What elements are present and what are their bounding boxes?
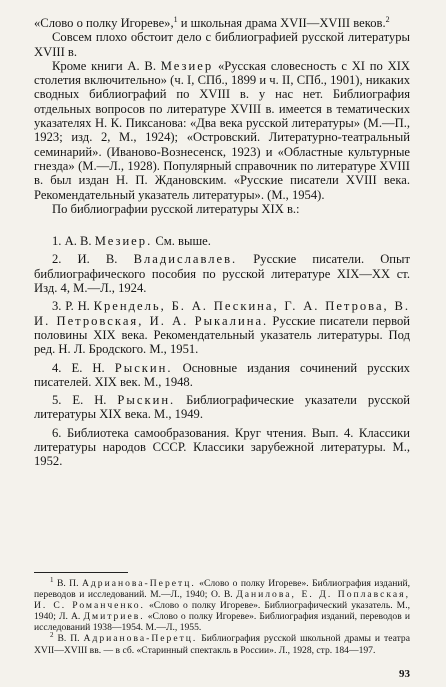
list-item	[34, 234, 410, 248]
paragraph-1	[34, 16, 410, 30]
author-name: Владиславлев.	[133, 252, 238, 267]
footnote-ref-1: 1	[173, 14, 178, 24]
author-name: Данилова, Е. Д. Поплавская, И. С. Романченко.	[34, 589, 410, 612]
text-span: Библиография русской школьной драмы и театра XVII—XVIII вв. — в сб. «Старинный спектакль в России». Л., 1928, стр. 184—197.	[34, 633, 410, 656]
list-item	[34, 393, 410, 422]
footnote-2	[34, 633, 410, 655]
item-text: Русские писатели первой половины XIX века. Рекомендательный указатель литературы. Под ред. Н. Л. Бродского. М., 1951.	[34, 313, 410, 357]
item-text: Библиографические указатели русской литературы XIX века. М., 1949.	[34, 393, 410, 422]
text-span: и школьная драма XVII—XVIII веков.	[177, 16, 386, 30]
item-number: 1. А. В.	[52, 234, 95, 249]
item-number: 6.	[52, 425, 67, 440]
footnote-1	[34, 575, 410, 634]
author-name: Мезиер	[160, 58, 214, 73]
item-number: 3. Р. Н.	[52, 299, 94, 314]
item-number: 2. И. В.	[52, 252, 134, 267]
author-name: Адрианова-Перетц.	[81, 578, 196, 589]
footnote-ref-2: 2	[385, 14, 390, 24]
list-item	[34, 361, 410, 390]
text-span: В. П.	[53, 578, 82, 589]
item-text: См. выше.	[152, 234, 211, 249]
footnote-number: 1	[50, 575, 54, 584]
author-name: Адрианова-Перетц.	[83, 633, 198, 645]
list-item	[34, 252, 410, 295]
list-item	[34, 299, 410, 356]
text-span: «Слово о полку Игореве»,	[34, 16, 174, 30]
paragraph-4: По библиографии русской литературы XIX в.:	[52, 201, 300, 216]
bibliography-list	[34, 234, 410, 468]
text-span: «Слово о полку Игореве». Библиографический указатель. М., 1940; Л. А.	[34, 600, 410, 623]
footnote-divider	[34, 572, 128, 573]
item-number: 5. Е. Н.	[52, 393, 118, 408]
list-item	[34, 426, 410, 469]
item-text: Библиотека самообразования. Круг чтения. Вып. 4. Классики литературы народов СССР. Классики зарубежной литературы. М., 1952.	[34, 425, 410, 469]
main-text	[34, 16, 410, 473]
page-number: 93	[399, 668, 410, 680]
item-number: 4. Е. Н.	[52, 360, 115, 375]
text-span: «Русская словесность с XI по XIX столетия включительно» (ч. I, СПб., 1899 и ч. II, СПб., 1901), никаких сводных библиографий по XVIII в. у нас нет. Библиография отдельных вопросов по литературе XVIII в. имеется в тематических указателях Н. К. Пиксанова: «Два века русской литературы» (М.—П., 1923; изд. 2, М., 1924); «Островский. Литературно-театральный семинарий». (Иваново-Вознесенск, 1923) и «Областные культурные гнезда» (М.—Л., 1928). Популярный справочник по литературе XVIII в. был издан Н. П. Ждановским. «Русские писатели XVIII века. Рекомендательный указатель литературы». (М., 1954).	[34, 58, 410, 202]
author-name: Мезиер.	[94, 234, 153, 249]
author-name: Крендель, Б. А. Пескина, Г. А. Петрова, В. И. Петровская, И. А. Рыкалина.	[34, 299, 410, 328]
item-text: Русские писатели. Опыт библиографического пособия по русской литературе XIX—XX ст. Изд. 4, М.—Л., 1924.	[34, 252, 410, 296]
paragraph-3	[34, 59, 410, 202]
footnotes	[34, 575, 410, 656]
text-span: «Слово о полку Игореве». Библиография изданий, переводов и исследований. М.—Л., 1940; О. В.	[34, 578, 410, 601]
text-span: «Слово о полку Игореве». Библиография изданий, переводов и исследований 1938—1954. М.—Л., 1955.	[34, 611, 410, 634]
author-name: Рыскин.	[117, 393, 176, 408]
text-span: Кроме книги А. В.	[52, 58, 161, 73]
text-span: В. П.	[53, 633, 84, 645]
author-name: Рыскин.	[114, 360, 173, 375]
paragraph-2: Совсем плохо обстоит дело с библиографией русской литературы XVIII в.	[34, 30, 410, 59]
footnote-number: 2	[50, 631, 54, 640]
author-name: Дмитриев.	[83, 611, 145, 623]
item-text: Основные издания сочинений русских писателей. XIX век. М., 1948.	[34, 360, 410, 389]
